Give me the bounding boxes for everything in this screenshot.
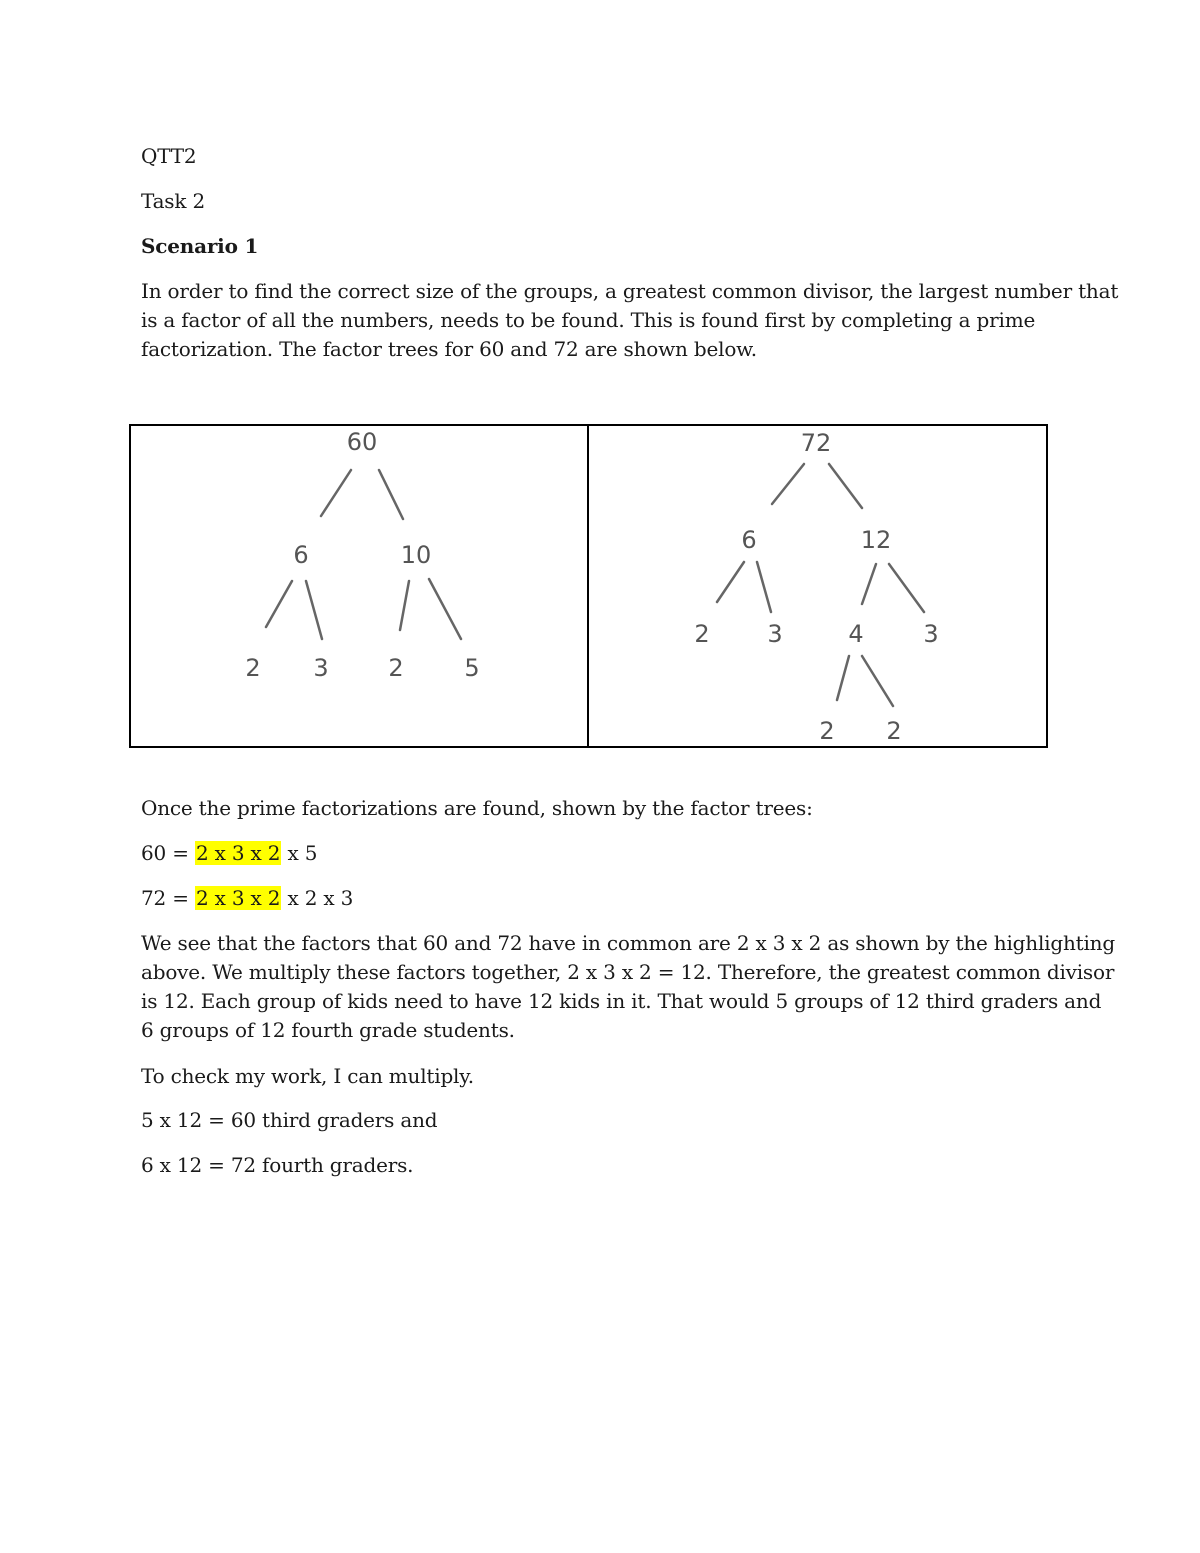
equation-60	[141, 839, 317, 868]
once-line: Once the prime factorizations are found, shown by the factor trees:	[141, 796, 813, 820]
tree60-node-10: 10	[400, 541, 432, 569]
check-line-1: 5 x 12 = 60 third graders and	[141, 1108, 438, 1132]
tree72-edge-6-right	[757, 562, 771, 612]
equation-72	[141, 884, 353, 913]
tree72-leaf-2a: 2	[819, 717, 835, 745]
tree72-leaf-3b: 3	[923, 620, 939, 648]
explain-line-3: is 12. Each group of kids need to have 12 kids in it. That would 5 groups of 12 third graders and	[141, 989, 1102, 1013]
tree60-leaf-4: 5	[464, 654, 480, 682]
scenario-title: Scenario 1	[141, 234, 259, 258]
tree-72	[717, 464, 924, 706]
tree72-edge-6-left	[717, 562, 744, 602]
doc-heading-task: Task 2	[141, 189, 205, 213]
factor-tree-figure	[129, 424, 1049, 749]
eq60-suffix: x 5	[281, 841, 318, 865]
tree60-edge-10-left	[400, 581, 409, 630]
eq72-prefix: 72 =	[141, 886, 195, 910]
tree72-edge-12-right	[889, 564, 924, 612]
tree72-edge-root-left	[772, 464, 804, 504]
tree72-leaf-3: 3	[767, 620, 783, 648]
tree72-edge-12-left	[862, 564, 876, 604]
tree60-edge-root-left	[321, 470, 351, 516]
intro-line-2: is a factor of all the numbers, needs to be found. This is found first by completing a prime	[141, 308, 1036, 332]
eq72-highlight: 2 x 3 x 2	[195, 886, 281, 910]
factor-tree-svg	[129, 424, 1049, 749]
check-intro: To check my work, I can multiply.	[141, 1064, 474, 1088]
tree60-root: 60	[346, 428, 378, 456]
intro-paragraph	[141, 277, 1119, 364]
explanation-paragraph	[141, 929, 1115, 1045]
tree60-edge-10-right	[429, 579, 461, 639]
explain-line-2: above. We multiply these factors together, 2 x 3 x 2 = 12. Therefore, the greatest common divisor	[141, 960, 1115, 984]
tree72-node-4: 4	[848, 620, 864, 648]
tree72-frame	[588, 425, 1047, 747]
eq60-prefix: 60 =	[141, 841, 195, 865]
tree72-node-6: 6	[741, 526, 757, 554]
tree60-node-6: 6	[293, 541, 309, 569]
eq72-suffix: x 2 x 3	[281, 886, 354, 910]
tree72-edge-root-right	[829, 464, 862, 508]
tree72-leaf-2b: 2	[886, 717, 902, 745]
doc-heading-qtt2: QTT2	[141, 144, 197, 168]
tree60-leaf-1: 2	[245, 654, 261, 682]
check-line-2: 6 x 12 = 72 fourth graders.	[141, 1153, 414, 1177]
tree72-leaf-2: 2	[694, 620, 710, 648]
tree60-leaf-3: 2	[388, 654, 404, 682]
explain-line-1: We see that the factors that 60 and 72 have in common are 2 x 3 x 2 as shown by the highlighting	[141, 931, 1115, 955]
explain-line-4: 6 groups of 12 fourth grade students.	[141, 1018, 515, 1042]
eq60-highlight: 2 x 3 x 2	[195, 841, 281, 865]
tree60-edge-6-right	[306, 581, 322, 639]
intro-line-1: In order to find the correct size of the groups, a greatest common divisor, the largest number that	[141, 279, 1119, 303]
intro-line-3: factorization. The factor trees for 60 and 72 are shown below.	[141, 337, 757, 361]
tree60-leaf-2: 3	[313, 654, 329, 682]
tree72-node-12: 12	[860, 526, 892, 554]
tree60-frame	[130, 425, 588, 747]
tree60-edge-root-right	[379, 470, 403, 519]
tree60-edge-6-left	[266, 581, 292, 627]
tree72-edge-4-left	[837, 656, 849, 700]
tree72-root: 72	[800, 429, 832, 457]
tree72-edge-4-right	[862, 656, 893, 706]
